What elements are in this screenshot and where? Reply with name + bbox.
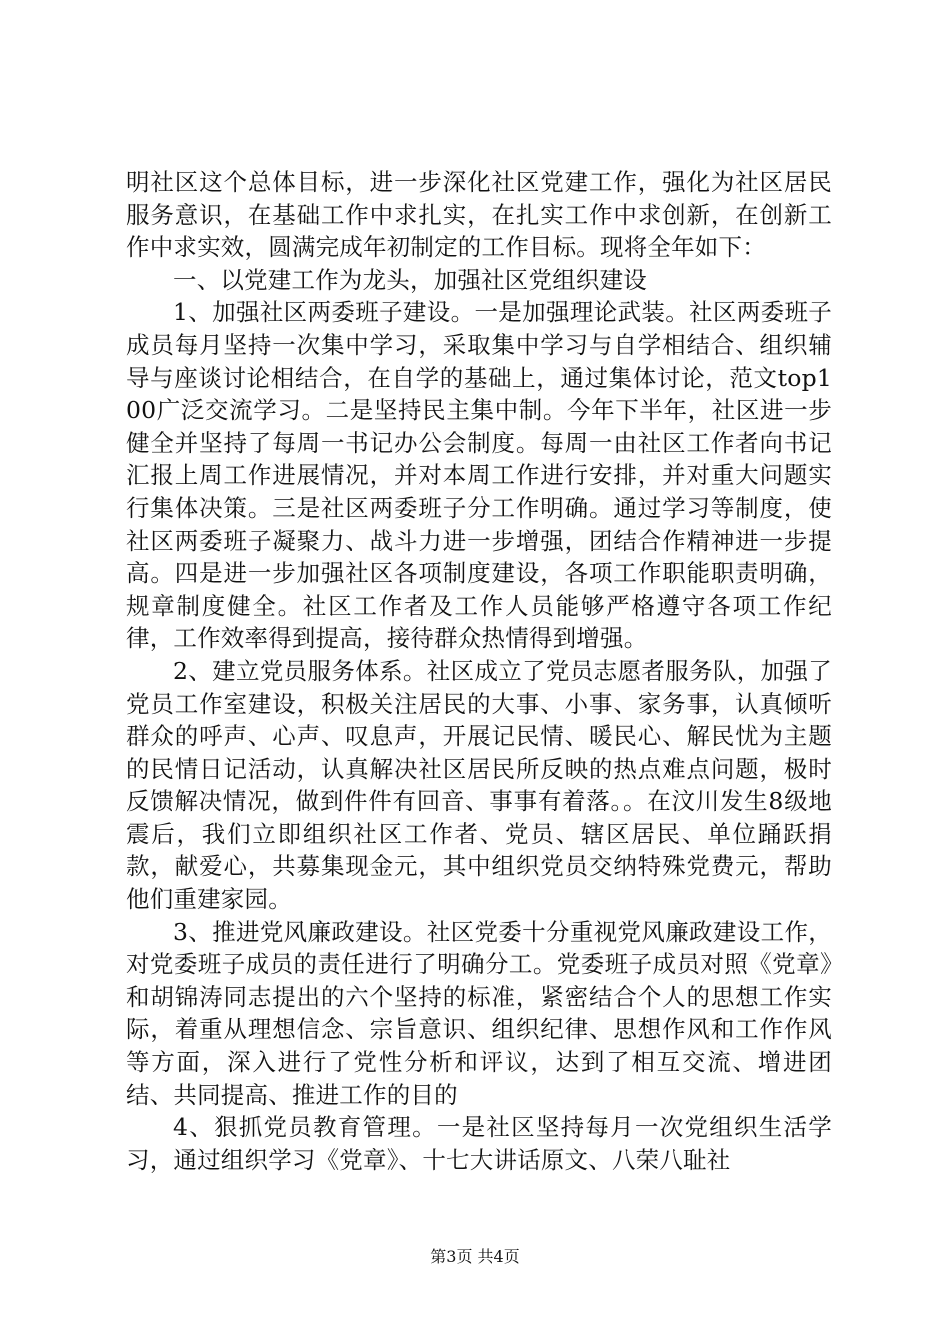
- paragraph-item-4: 4、狠抓党员教育管理。一是社区坚持每月一次党组织生活学习，通过组织学习《党章》、十七大讲话原文、八荣八耻社: [126, 1113, 832, 1174]
- paragraph-intro: 明社区这个总体目标，进一步深化社区党建工作，强化为社区居民服务意识，在基础工作中求扎实，在扎实工作中求创新，在创新工作中求实效，圆满完成年初制定的工作目标。现将全年如下：: [126, 168, 832, 262]
- paragraph-item-2: 2、建立党员服务体系。社区成立了党员志愿者服务队，加强了党员工作室建设，积极关注居民的大事、小事、家务事，认真倾听群众的呼声、心声、叹息声，开展记民情、暖民心、解民忧为主题的民情日记活动，认真解决社区居民所反映的热点难点问题，极时反馈解决情况，做到件件有回音、事事有着落。。在汶川发生8级地震后，我们立即组织社区工作者、党员、辖区居民、单位踊跃捐款，献爱心，共募集现金元，其中组织党员交纳特殊党费元，帮助他们重建家园。: [126, 656, 832, 914]
- document-body: [126, 166, 832, 1176]
- section-heading-1: 一、以党建工作为龙头，加强社区党组织建设: [173, 265, 647, 294]
- paragraph-item-3: 3、推进党风廉政建设。社区党委十分重视党风廉政建设工作，对党委班子成员的责任进行了明确分工。党委班子成员对照《党章》和胡锦涛同志提出的六个坚持的标准，紧密结合个人的思想工作实际，着重从理想信念、宗旨意识、组织纪律、思想作风和工作作风等方面，深入进行了党性分析和评议，达到了相互交流、增进团结、共同提高、推进工作的目的: [126, 917, 832, 1109]
- page-number-footer: 第3页 共4页: [430, 1247, 520, 1266]
- paragraph-item-1: 1、加强社区两委班子建设。一是加强理论武装。社区两委班子成员每月坚持一次集中学习，采取集中学习与自学相结合、组织辅导与座谈讨论相结合，在自学的基础上，通过集体讨论，范文top100广泛交流学习。二是坚持民主集中制。今年下半年，社区进一步健全并坚持了每周一书记办公会制度。每周一由社区工作者向书记汇报上周工作进展情况，并对本周工作进行安排，并对重大问题实行集体决策。三是社区两委班子分工作明确。通过学习等制度，使社区两委班子凝聚力、战斗力进一步增强，团结合作精神进一步提高。四是进一步加强社区各项制度建设，各项工作职能职责明确，规章制度健全。社区工作者及工作人员能够严格遵守各项工作纪律，工作效率得到提高，接待群众热情得到增强。: [126, 298, 832, 653]
